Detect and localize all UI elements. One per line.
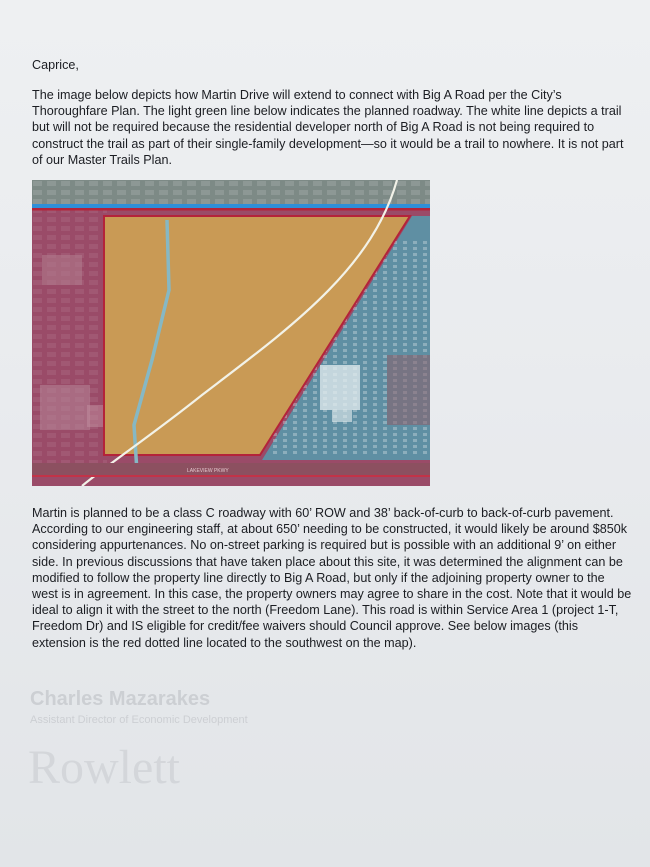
east-building-3 [387,355,430,425]
paragraph-intro: The image below depicts how Martin Drive will extend to connect with Big A Road per the City’s Thoroughfare Plan. The light green line below indicates the planned roadway. The white line depicts a trail but will not be required because the residential developer north of Big A Road is not being required to construct the trail as part of their single-family development—so it would be a trail to nowhere. It is not part of our Master Trails Plan. [32,88,624,167]
bleed-through-title: Assistant Director of Economic Development [30,714,248,726]
greeting: Caprice, [32,58,79,72]
big-a-road [32,204,430,208]
lakeview-road [32,463,430,475]
west-boundary [32,208,430,211]
aerial-site-map [32,180,430,486]
bleed-through-name: Charles Mazarakes [30,688,211,710]
map-graphic [32,180,430,486]
paragraph-roadway-details: Martin is planned to be a class C roadway with 60’ ROW and 38’ back-of-curb to back-of-curb pavement. According to our engineering staff, at about 650’ needing to be constructed, it would likely be around $850k considering appurtenances. No on-street parking is required but is possible with an additional 9’ on either side. In previous discussions that have taken place about this site, it was determined the alignment can be modified to follow the property line directly to Big A Road, but only if the adjoining property owner to the west is in agreement. In this case, the property owners may agree to share in the cost. Note that it would be ideal to align it with the street to the north (Freedom Lane). This road is within Service Area 1 (project 1-T, Freedom Dr) and IS eligible for credit/fee waivers should Council approve. See below images (this extension is the red dotted line located to the southwest on the map). [32,506,632,650]
north-strip-texture [32,180,430,208]
building-west-1 [42,255,82,285]
building-west-3 [87,405,105,427]
east-building-1 [320,365,360,410]
bleed-through-logo: Rowlett [28,741,180,794]
lakeview-road-line [32,475,430,477]
road-label: LAKEVIEW PKWY [187,468,229,474]
east-building-2 [332,410,352,422]
building-west-2 [40,385,90,430]
